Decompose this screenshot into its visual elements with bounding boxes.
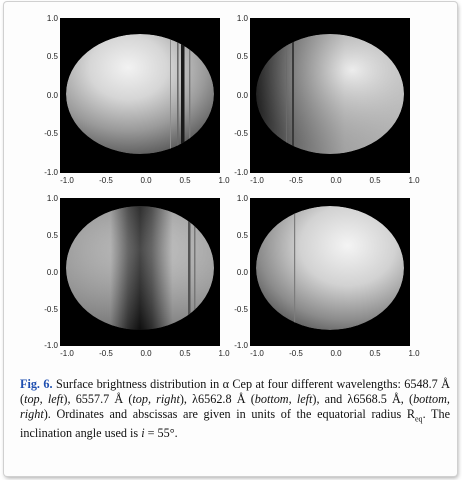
y-tick: 0.0 <box>46 268 58 277</box>
x-tick: 1.0 <box>218 349 230 358</box>
figure-caption <box>20 377 450 441</box>
caption-text: ). Ordinates and abscissas are given in units of the equatorial radius R <box>43 407 415 421</box>
x-tick: -1.0 <box>250 349 264 358</box>
caption-italic: bottom, left <box>254 392 313 406</box>
y-tick: -0.5 <box>44 305 58 314</box>
stellar-surface-image <box>60 18 220 173</box>
x-tick: -1.0 <box>60 176 74 185</box>
x-tick: 0.0 <box>330 349 342 358</box>
y-tick: 0.0 <box>46 91 58 100</box>
y-tick: -1.0 <box>234 341 248 350</box>
stellar-surface-image <box>60 198 220 346</box>
y-tick: 1.0 <box>236 14 248 23</box>
y-tick: 0.5 <box>46 52 58 61</box>
caption-italic: i <box>141 426 145 441</box>
x-tick: 0.0 <box>140 176 152 185</box>
y-tick: -1.0 <box>44 168 58 177</box>
y-tick: 1.0 <box>46 14 58 23</box>
x-tick: 0.0 <box>330 176 342 185</box>
x-tick: 0.5 <box>369 349 381 358</box>
caption-italic: bottom, right <box>20 392 450 421</box>
plot-top-right <box>250 18 410 173</box>
caption-italic: top, left <box>24 392 64 406</box>
x-tick: 0.5 <box>179 176 191 185</box>
x-tick: 0.0 <box>140 349 152 358</box>
x-tick: -0.5 <box>289 176 303 185</box>
caption-text: ), λ6562.8 Å ( <box>179 392 255 406</box>
caption-text: Surface brightness distribution in α Cep at four different wavelengths: 6548.7 Å ( <box>20 377 450 406</box>
stellar-surface-image <box>250 18 410 173</box>
plot-bottom-right <box>250 198 410 346</box>
x-tick: 0.5 <box>369 176 381 185</box>
y-tick: -0.5 <box>234 305 248 314</box>
x-tick: -0.5 <box>99 349 113 358</box>
caption-text: = 55°. <box>144 426 178 441</box>
y-tick: 0.0 <box>236 268 248 277</box>
x-tick: -1.0 <box>60 349 74 358</box>
x-tick: -0.5 <box>99 176 113 185</box>
caption-text: ), 6557.7 Å ( <box>63 392 133 406</box>
x-tick: -0.5 <box>289 349 303 358</box>
caption-text: . The inclination angle used is <box>20 407 450 441</box>
x-tick: 0.5 <box>179 349 191 358</box>
x-tick: 1.0 <box>408 176 420 185</box>
y-tick: -0.5 <box>234 129 248 138</box>
x-tick: -1.0 <box>250 176 264 185</box>
y-tick: -1.0 <box>234 168 248 177</box>
caption-italic: top, right <box>132 392 180 406</box>
y-tick: 0.5 <box>236 231 248 240</box>
x-tick: 1.0 <box>218 176 230 185</box>
y-tick: 0.5 <box>46 231 58 240</box>
y-tick: 1.0 <box>236 194 248 203</box>
stellar-surface-image <box>250 198 410 346</box>
x-tick: 1.0 <box>408 349 420 358</box>
caption-text: ), and λ6568.5 Å, ( <box>312 392 414 406</box>
figure-label-link[interactable]: Fig. 6. <box>20 377 53 391</box>
caption-subscript: eq <box>415 414 423 424</box>
y-tick: 0.5 <box>236 52 248 61</box>
y-tick: -0.5 <box>44 129 58 138</box>
y-tick: -1.0 <box>44 341 58 350</box>
plot-top-left <box>60 18 220 173</box>
y-tick: 1.0 <box>46 194 58 203</box>
plot-bottom-left <box>60 198 220 346</box>
y-tick: 0.0 <box>236 91 248 100</box>
